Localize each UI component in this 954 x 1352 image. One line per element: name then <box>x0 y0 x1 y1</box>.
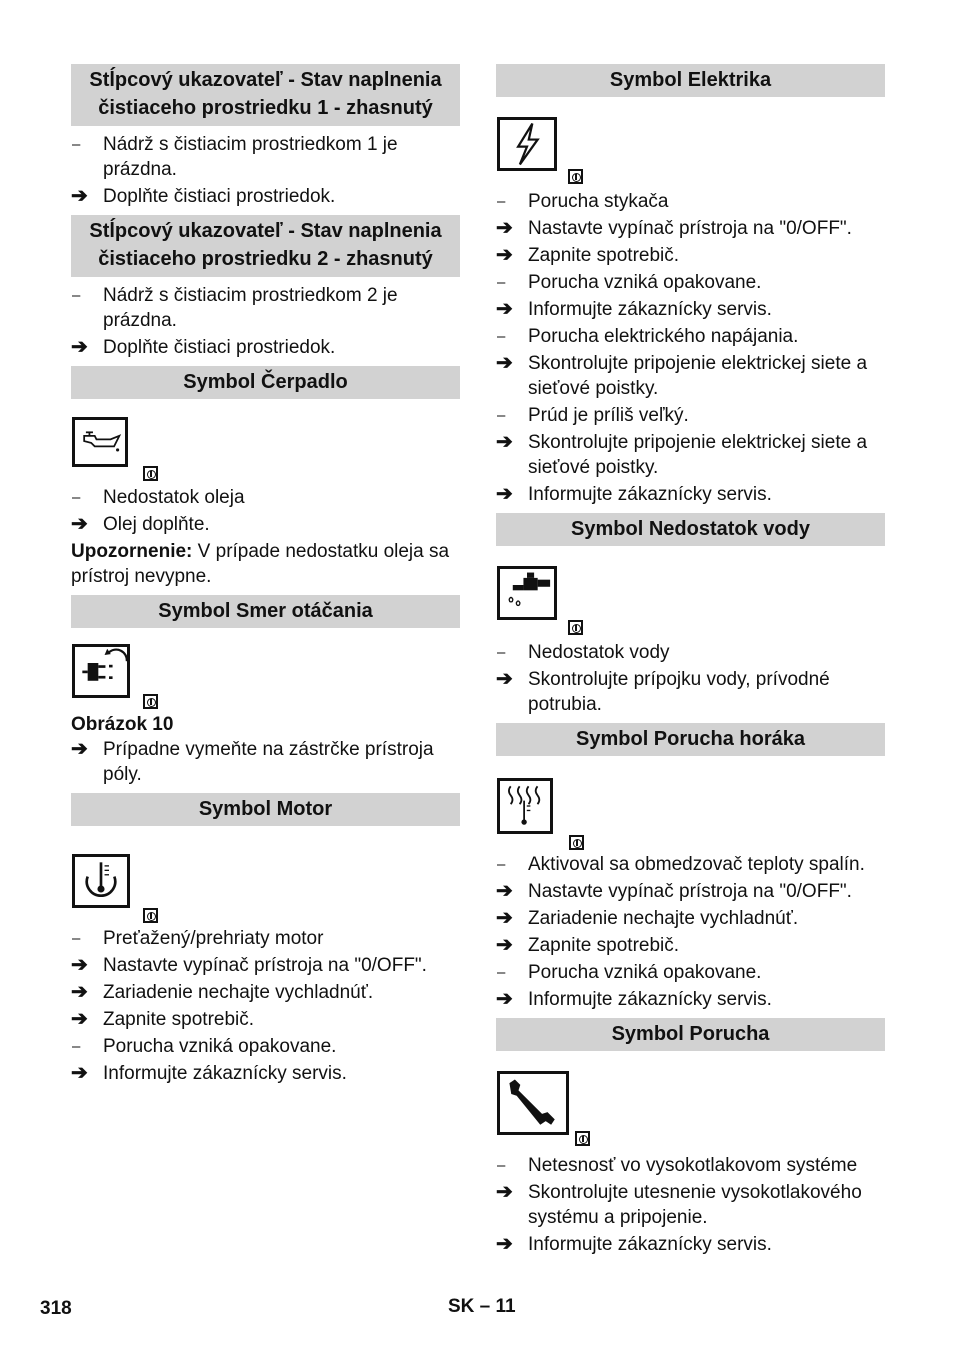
oil-can-icon <box>72 417 128 467</box>
item-text: Netesnosť vo vysokotlakovom systéme <box>528 1155 858 1176</box>
arrow-marker: ➔ <box>496 244 513 266</box>
arrow-marker: ➔ <box>496 483 513 505</box>
dash-marker: – <box>497 856 506 873</box>
section-heading: Symbol Porucha <box>496 1018 885 1051</box>
list-item <box>496 324 885 349</box>
item-text: Skontrolujte prípojku vody, prívodné potrubia. <box>528 669 830 715</box>
list-item <box>496 987 885 1012</box>
note-label: Upozornenie: <box>71 541 193 562</box>
item-text: Informujte zákaznícky servis. <box>528 484 772 505</box>
item-text: Zariadenie nechajte vychladnúť. <box>103 982 374 1003</box>
list-item <box>496 216 885 241</box>
arrow-marker: ➔ <box>71 954 88 976</box>
item-text: Informujte zákaznícky servis. <box>528 989 772 1010</box>
list-item <box>496 430 885 480</box>
dash-marker: – <box>497 193 506 210</box>
info-icon <box>568 620 583 635</box>
arrow-marker: ➔ <box>496 1181 513 1203</box>
symbol-row <box>496 103 885 189</box>
item-text: Porucha vzniká opakovane. <box>528 272 762 293</box>
item-text: Olej doplňte. <box>103 514 210 535</box>
list-item <box>71 1007 460 1032</box>
list-item <box>496 1232 885 1257</box>
symbol-row <box>496 1057 885 1153</box>
list-item <box>71 184 460 209</box>
symbol-row <box>71 405 460 485</box>
section-heading: Symbol Smer otáčania <box>71 595 460 628</box>
arrow-marker: ➔ <box>496 934 513 956</box>
arrow-marker: ➔ <box>71 738 88 760</box>
item-text: Zapnite spotrebič. <box>528 245 680 266</box>
dash-marker: – <box>72 930 81 947</box>
arrow-marker: ➔ <box>496 352 513 374</box>
item-text: Informujte zákaznícky servis. <box>103 1063 347 1084</box>
item-text: Porucha vzniká opakovane. <box>103 1036 337 1057</box>
item-text: Zapnite spotrebič. <box>103 1009 255 1030</box>
item-text: Doplňte čistiaci prostriedok. <box>103 337 336 358</box>
section-heading: Symbol Nedostatok vody <box>496 513 885 546</box>
info-icon <box>143 908 158 923</box>
item-text: Nastavte vypínač prístroja na "0/OFF". <box>528 218 852 239</box>
arrow-marker: ➔ <box>496 668 513 690</box>
list-item <box>496 403 885 428</box>
list-item <box>71 953 460 978</box>
info-icon <box>143 694 158 709</box>
item-text: Porucha stykača <box>528 191 669 212</box>
symbol-row <box>71 832 460 926</box>
item-text: Zariadenie nechajte vychladnúť. <box>528 908 799 929</box>
lightning-icon <box>497 117 557 171</box>
note <box>71 539 460 589</box>
item-text: Skontrolujte utesnenie vysokotlakového systému a pripojenie. <box>528 1182 862 1228</box>
item-text: Nastavte vypínač prístroja na "0/OFF". <box>528 881 852 902</box>
section-heading: Symbol Elektrika <box>496 64 885 97</box>
item-text: Nádrž s čistiacim prostriedkom 2 je prázdna. <box>103 285 398 331</box>
symbol-row <box>496 762 885 852</box>
list-item <box>71 283 460 333</box>
arrow-marker: ➔ <box>71 513 88 535</box>
list-item <box>496 297 885 322</box>
list-item <box>496 1180 885 1230</box>
list-item <box>496 640 885 665</box>
arrow-marker: ➔ <box>496 217 513 239</box>
list-item <box>496 243 885 268</box>
list-item <box>496 960 885 985</box>
arrow-marker: ➔ <box>496 431 513 453</box>
list-item <box>71 132 460 182</box>
dash-marker: – <box>497 644 506 661</box>
item-text: Porucha vzniká opakovane. <box>528 962 762 983</box>
list-item <box>71 980 460 1005</box>
list-item <box>496 270 885 295</box>
list-item <box>496 933 885 958</box>
list-item <box>71 485 460 510</box>
item-text: Nastavte vypínač prístroja na "0/OFF". <box>103 955 427 976</box>
list-item <box>496 189 885 214</box>
list-item <box>496 482 885 507</box>
dash-marker: – <box>497 274 506 291</box>
info-icon <box>569 835 584 850</box>
wrench-icon <box>497 1071 569 1135</box>
dash-marker: – <box>497 1157 506 1174</box>
list-item <box>71 1034 460 1059</box>
list-item <box>496 351 885 401</box>
burner-temperature-icon <box>497 778 553 834</box>
list-item <box>71 1061 460 1086</box>
list-item <box>71 335 460 360</box>
dash-marker: – <box>497 407 506 424</box>
item-text: Doplňte čistiaci prostriedok. <box>103 186 336 207</box>
item-text: Skontrolujte pripojenie elektrickej siete a sieťové poistky. <box>528 432 868 478</box>
dash-marker: – <box>497 328 506 345</box>
arrow-marker: ➔ <box>71 185 88 207</box>
info-icon <box>143 466 158 481</box>
section-heading: Symbol Motor <box>71 793 460 826</box>
item-text: Porucha elektrického napájania. <box>528 326 799 347</box>
item-text: Nedostatok oleja <box>103 487 245 508</box>
dash-marker: – <box>72 136 81 153</box>
list-item <box>71 737 460 787</box>
list-item <box>71 926 460 951</box>
dash-marker: – <box>72 489 81 506</box>
dash-marker: – <box>72 287 81 304</box>
section-heading: Stĺpcový ukazovateľ - Stav naplnenia čistiaceho prostriedku 2 - zhasnutý <box>71 215 460 277</box>
symbol-row <box>496 552 885 640</box>
item-text: Preťažený/prehriaty motor <box>103 928 324 949</box>
motor-temperature-icon <box>72 854 130 908</box>
item-text: Informujte zákaznícky servis. <box>528 299 772 320</box>
arrow-marker: ➔ <box>71 981 88 1003</box>
arrow-marker: ➔ <box>71 336 88 358</box>
right-column <box>496 64 885 1259</box>
arrow-marker: ➔ <box>496 1233 513 1255</box>
item-text: Nádrž s čistiacim prostriedkom 1 je prázdna. <box>103 134 398 180</box>
item-text: Informujte zákaznícky servis. <box>528 1234 772 1255</box>
item-text: Prípadne vymeňte na zástrčke prístroja póly. <box>103 739 434 785</box>
page-number: 318 <box>40 1298 72 1319</box>
item-text: Nedostatok vody <box>528 642 670 663</box>
info-icon <box>575 1131 590 1146</box>
list-item <box>496 879 885 904</box>
list-item <box>496 1153 885 1178</box>
item-text: Zapnite spotrebič. <box>528 935 680 956</box>
info-icon <box>568 169 583 184</box>
note-text: V prípade nedostatku oleja sa prístroj nevypne. <box>71 541 450 587</box>
item-text: Skontrolujte pripojenie elektrickej siete a sieťové poistky. <box>528 353 868 399</box>
left-column <box>71 64 460 1088</box>
arrow-marker: ➔ <box>71 1008 88 1030</box>
list-item <box>71 512 460 537</box>
arrow-marker: ➔ <box>71 1062 88 1084</box>
figure-caption: Obrázok 10 <box>71 714 174 735</box>
section-heading: Symbol Čerpadlo <box>71 366 460 399</box>
plug-rotation-icon <box>72 644 130 698</box>
list-item <box>496 906 885 931</box>
arrow-marker: ➔ <box>496 988 513 1010</box>
arrow-marker: ➔ <box>496 880 513 902</box>
item-text: Prúd je príliš veľký. <box>528 405 689 426</box>
arrow-marker: ➔ <box>496 298 513 320</box>
list-item <box>496 667 885 717</box>
item-text: Aktivoval sa obmedzovač teploty spalín. <box>528 854 865 875</box>
dash-marker: – <box>72 1038 81 1055</box>
section-heading: Stĺpcový ukazovateľ - Stav naplnenia čistiaceho prostriedku 1 - zhasnutý <box>71 64 460 126</box>
section-heading: Symbol Porucha horáka <box>496 723 885 756</box>
list-item <box>496 852 885 877</box>
water-tap-icon <box>497 566 557 620</box>
page-label: SK – 11 <box>448 1296 516 1317</box>
arrow-marker: ➔ <box>496 907 513 929</box>
dash-marker: – <box>497 964 506 981</box>
symbol-row <box>71 634 460 712</box>
